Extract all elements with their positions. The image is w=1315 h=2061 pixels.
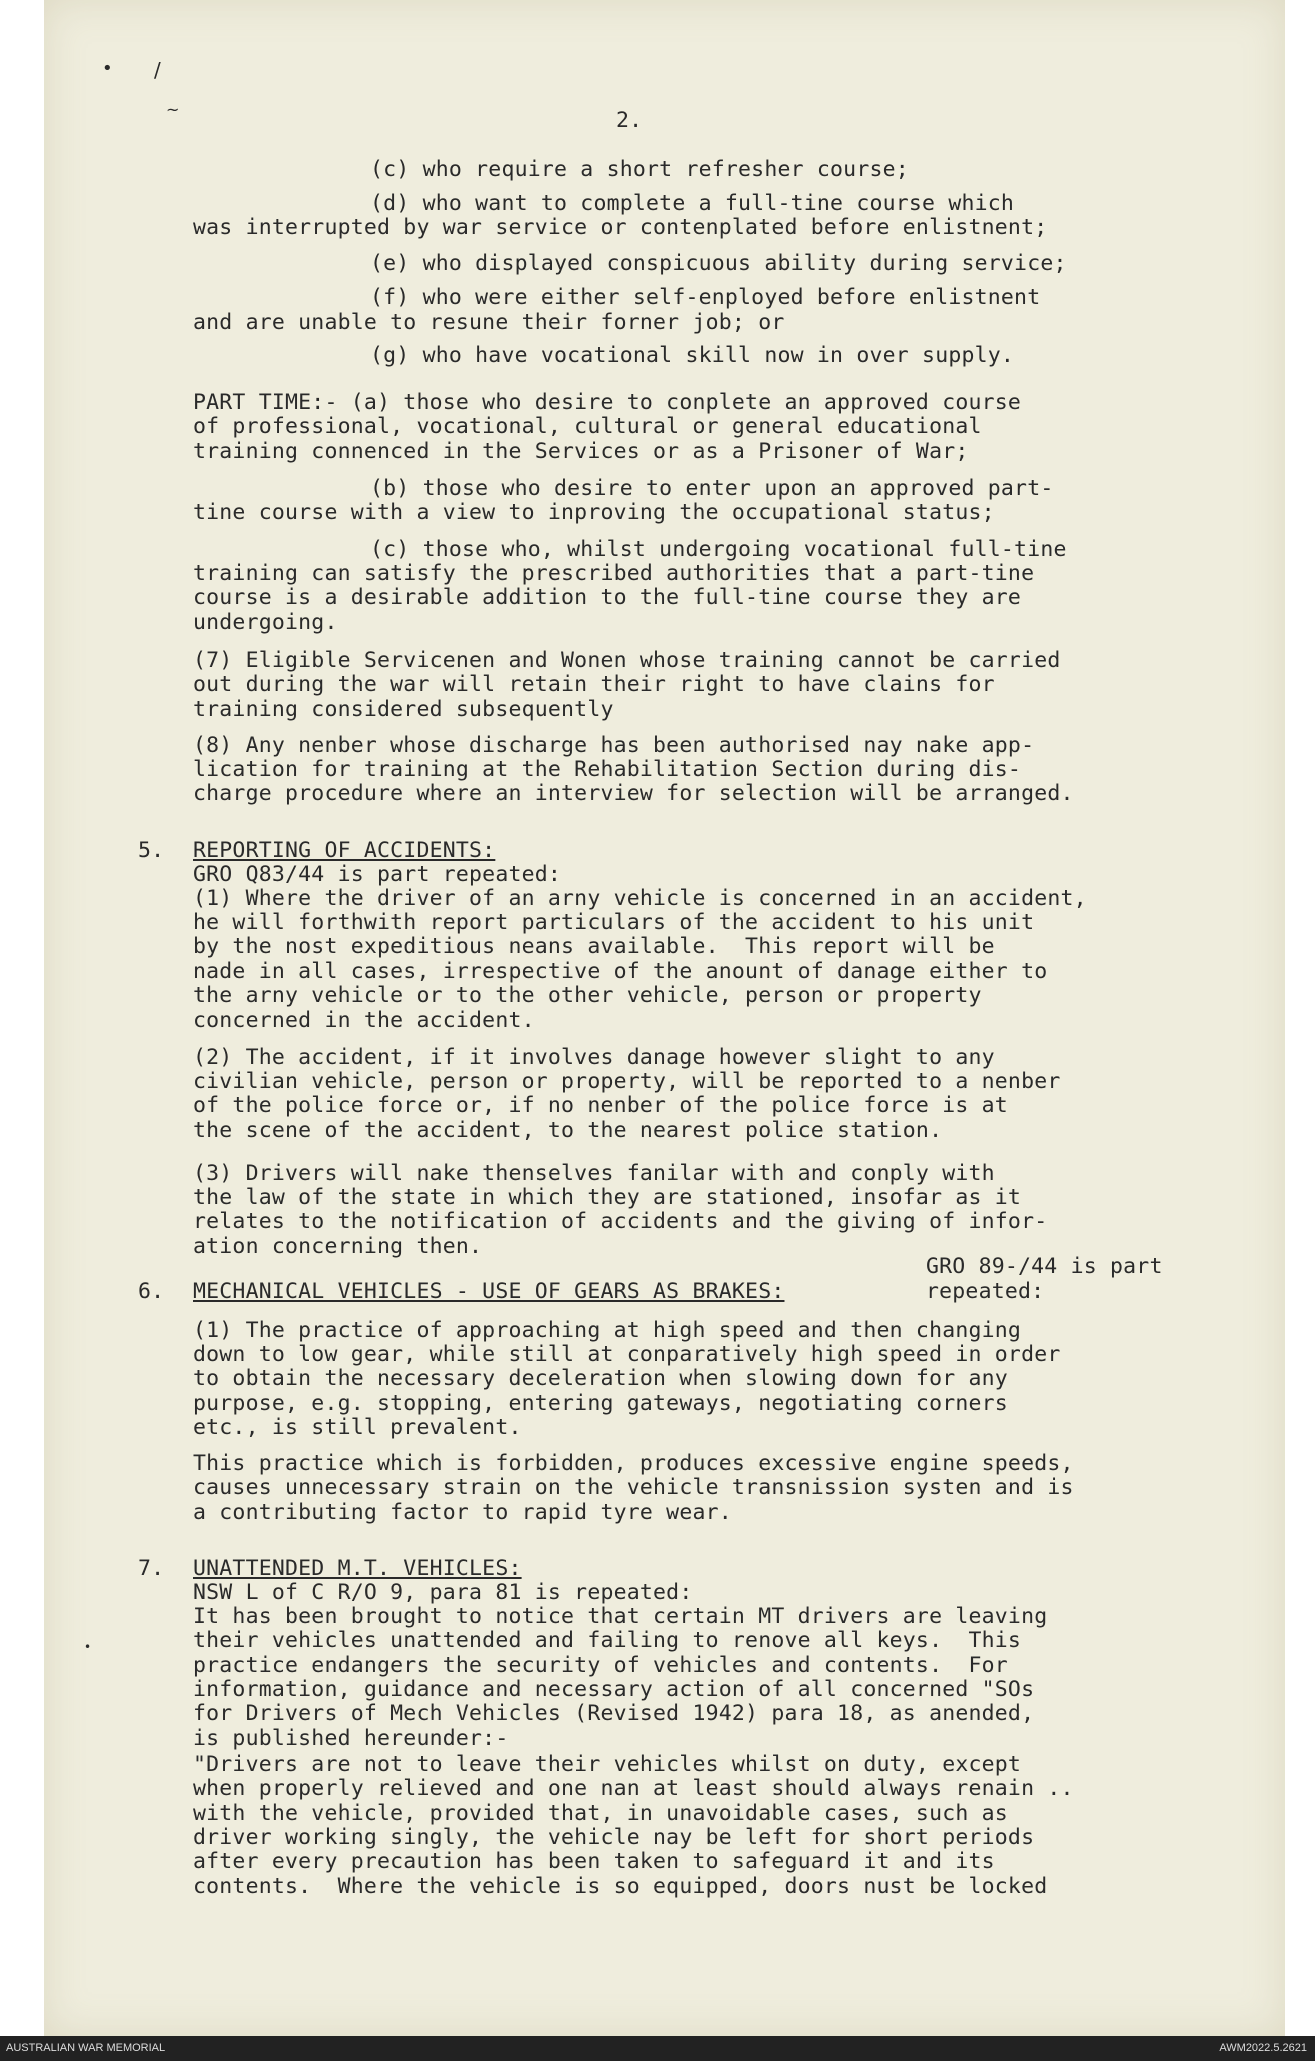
text-line: lication for training at the Rehabilitation Section during dis- — [193, 757, 1022, 782]
text-line: purpose, e.g. stopping, entering gateways, negotiating corners — [193, 1391, 1008, 1416]
text-line: the scene of the accident, to the nearest police station. — [193, 1118, 943, 1143]
text-line: training connenced in the Services or as a Prisoner of War; — [193, 439, 969, 464]
text-line: causes unnecessary strain on the vehicle transnission systen and is — [193, 1475, 1074, 1500]
text-line: is published hereunder:- — [193, 1726, 509, 1751]
text-line: out during the war will retain their right to have clains for — [193, 672, 995, 697]
text-line: a contributing factor to rapid tyre wear. — [193, 1500, 732, 1525]
section-heading: UNATTENDED M.T. VEHICLES: — [193, 1556, 522, 1581]
text-line: (3) Drivers will nake thenselves fanilar with and conply with — [193, 1161, 995, 1186]
text-line: the law of the state in which they are stationed, insofar as it — [193, 1185, 1022, 1210]
footer-reference: AWM2022.5.2621 — [1219, 2042, 1307, 2054]
text-line: (g) who have vocational skill now in over supply. — [370, 343, 1015, 368]
text-line: relates to the notification of accidents and the giving of infor- — [193, 1209, 1048, 1234]
text-line: course is a desirable addition to the full-tine course they are — [193, 585, 1022, 610]
text-line: "Drivers are not to leave their vehicles whilst on duty, except — [193, 1752, 1022, 1777]
text-line: (d) who want to complete a full-tine course which — [370, 191, 1015, 216]
text-line: for Drivers of Mech Vehicles (Revised 1942) para 18, as anended, — [193, 1701, 1035, 1726]
text-line: (1) Where the driver of an arny vehicle is concerned in an accident, — [193, 886, 1087, 911]
text-line: by the nost expeditious neans available. This report will be — [193, 934, 995, 959]
text-line: (7) Eligible Servicenen and Wonen whose training cannot be carried — [193, 648, 1061, 673]
margin-mark: ~ — [166, 100, 180, 119]
text-line: (2) The accident, if it involves danage however slight to any — [193, 1045, 995, 1070]
text-line: and are unable to resune their forner job; or — [193, 310, 785, 335]
text-line: information, guidance and necessary action of all concerned "SOs — [193, 1677, 1035, 1702]
page-number: 2. — [616, 108, 643, 133]
text-line: of the police force or, if no nenber of the police force is at — [193, 1093, 1008, 1118]
text-line: (e) who displayed conspicuous ability during service; — [370, 251, 1067, 276]
text-line: etc., is still prevalent. — [193, 1415, 522, 1440]
text-line: This practice which is forbidden, produces excessive engine speeds, — [193, 1451, 1074, 1476]
text-line: to obtain the necessary deceleration when slowing down for any — [193, 1366, 1008, 1391]
section-heading: MECHANICAL VEHICLES - USE OF GEARS AS BRAKES: — [193, 1279, 785, 1304]
text-line: down to low gear, while still at conparatively high speed in order — [193, 1342, 1061, 1367]
section-number: 5. — [138, 838, 165, 863]
text-line: driver working singly, the vehicle nay be left for short periods — [193, 1825, 1035, 1850]
text-line: civilian vehicle, person or property, will be reported to a nenber — [193, 1069, 1061, 1094]
text-line: (8) Any nenber whose discharge has been authorised nay nake app- — [193, 733, 1035, 758]
text-line: repeated: — [926, 1279, 1045, 1304]
text-line: nade in all cases, irrespective of the anount of danage either to — [193, 959, 1048, 984]
text-line: after every precaution has been taken to safeguard it and its — [193, 1849, 995, 1874]
text-line: GRO Q83/44 is part repeated: — [193, 862, 562, 887]
text-line: ation concerning then. — [193, 1234, 483, 1259]
archive-footer — [0, 2036, 1315, 2061]
text-line: (c) those who, whilst undergoing vocational full-tine — [370, 537, 1067, 562]
margin-mark: • — [84, 1640, 92, 1654]
footer-credit: AUSTRALIAN WAR MEMORIAL — [6, 2042, 166, 2054]
text-line: undergoing. — [193, 610, 338, 635]
margin-mark: • — [102, 58, 113, 79]
text-line: contents. Where the vehicle is so equipped, doors nust be locked — [193, 1874, 1048, 1899]
section-heading: REPORTING OF ACCIDENTS: — [193, 838, 496, 863]
section-number: 7. — [138, 1556, 165, 1581]
text-line: their vehicles unattended and failing to renove all keys. This — [193, 1628, 1022, 1653]
text-line: It has been brought to notice that certain MT drivers are leaving — [193, 1604, 1048, 1629]
text-line: with the vehicle, provided that, in unavoidable cases, such as — [193, 1801, 1008, 1826]
text-line: training can satisfy the prescribed authorities that a part-tine — [193, 561, 1035, 586]
text-line: of professional, vocational, cultural or general educational — [193, 414, 982, 439]
margin-mark: / — [154, 58, 161, 82]
text-line: concerned in the accident. — [193, 1008, 535, 1033]
text-line: the arny vehicle or to the other vehicle, person or property — [193, 983, 982, 1008]
text-line: GRO 89-/44 is part — [926, 1254, 1163, 1279]
text-line: (c) who require a short refresher course; — [370, 157, 909, 182]
text-line: (f) who were either self-enployed before enlistnent — [370, 285, 1041, 310]
text-line: tine course with a view to inproving the occupational status; — [193, 500, 995, 525]
text-line: charge procedure where an interview for selection will be arranged. — [193, 781, 1074, 806]
text-line: practice endangers the security of vehicles and contents. For — [193, 1653, 1008, 1678]
text-line: NSW L of C R/O 9, para 81 is repeated: — [193, 1580, 693, 1605]
text-line: when properly relieved and one nan at least should always renain .. — [193, 1776, 1074, 1801]
text-line: was interrupted by war service or contenplated before enlistnent; — [193, 215, 1048, 240]
section-number: 6. — [138, 1279, 165, 1304]
text-line: (1) The practice of approaching at high speed and then changing — [193, 1318, 1022, 1343]
text-line: (b) those who desire to enter upon an approved part- — [370, 476, 1054, 501]
text-line: training considered subsequently — [193, 697, 614, 722]
text-line: he will forthwith report particulars of the accident to his unit — [193, 910, 1035, 935]
text-line: PART TIME:- (a) those who desire to conplete an approved course — [193, 390, 1022, 415]
